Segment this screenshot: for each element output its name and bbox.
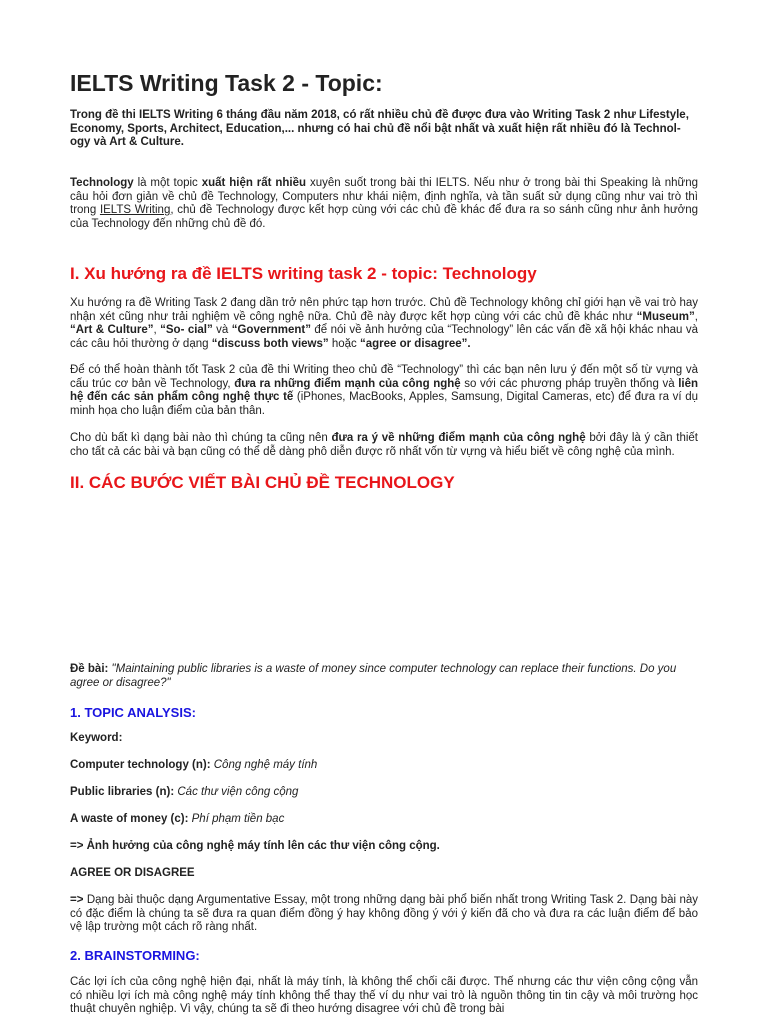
- heading-brainstorming: 2. BRAINSTORMING:: [70, 948, 200, 963]
- bold-phrase: “Government”: [231, 324, 311, 337]
- text-run: để nói về ảnh hưởng của “Technology” lên các vấn đề xã hội khác nhau và các câu hỏi thường ở dạng: [70, 324, 698, 350]
- section-heading-trends: I. Xu hướng ra đề IELTS writing task 2 - topic: Technology: [70, 264, 537, 283]
- technology-paragraph: [70, 177, 698, 231]
- bold-phrase: “agree or disagree”.: [359, 337, 471, 350]
- text-run: bởi đây là ý cần thiết cho tất cả các bài và bạn cũng có thể dễ dàng phô diễn được rõ nhất vốn từ vựng và hiểu biết về công nghệ của mình.: [70, 432, 698, 458]
- text-run: Để có thể hoàn thành tốt Task 2 của đề thi Writing theo chủ đề “Technology” thì các bạn nên lưu ý đến một số từ vựng và cấu trúc cơ bản về Technology,: [70, 364, 698, 390]
- task-tips-paragraph: [70, 364, 698, 418]
- keyword-item: [70, 759, 698, 773]
- text-run: xuyên suốt trong bài thi IELTS. Nếu như ở trong bài thi Speaking là những câu hỏi đơn giản về chủ đề Technology, Computers như khái niệm, định nghĩa, và tần suất sử dụng cũng như vai trò thì trong: [70, 177, 698, 217]
- text-run: Cho dù bất kì dạng bài nào thì chúng ta cũng nên: [70, 432, 332, 444]
- bold-phrase: “Art & Culture”: [70, 324, 154, 337]
- bold-phrase: “Museum”: [636, 310, 695, 323]
- keyword-item: [70, 813, 698, 827]
- keyword-term: A waste of money (c):: [70, 813, 189, 825]
- bold-phrase: xuất hiện rất nhiều: [201, 177, 307, 189]
- page-title: IELTS Writing Task 2 - Topic:: [70, 70, 383, 96]
- text-run: (iPhones, MacBooks, Apples, Samsung, Digital Cameras, etc) để đưa ra ví dụ minh họa cho luận điểm của bản thân.: [70, 391, 698, 417]
- technology-term: Technology: [70, 177, 134, 189]
- keyword-label: Keyword:: [70, 732, 123, 744]
- heading-topic-analysis: 1. TOPIC ANALYSIS:: [70, 705, 196, 720]
- strengths-paragraph: [70, 432, 698, 459]
- keyword-term: Public libraries (n):: [70, 786, 175, 798]
- keyword-term: Computer technology (n):: [70, 759, 211, 771]
- prompt-label: Đề bài:: [70, 663, 109, 675]
- essay-prompt: [70, 663, 698, 690]
- brainstorm-paragraph: Các lợi ích của công nghệ hiện đại, nhất là máy tính, là không thể chối cãi được. Thế nhưng các thư viện công cộng vẫn có nhiều lợi ích mà công nghệ máy tính không thể thay thế ví dụ như vai trò là nguồn thông tin tin cậy và môi trường học thuật chuyên nghiệp. Vì vậy, chúng ta sẽ đi theo hướng disagree với chủ đề trong bài: [70, 976, 698, 1016]
- ielts-writing-link[interactable]: IELTS Writing: [99, 204, 171, 217]
- keyword-definition: Các thư viện công cộng: [174, 786, 299, 798]
- text-run: Xu hướng ra đề Writing Task 2 đang dần trở nên phức tạp hơn trước. Chủ đề Technology không chỉ giới hạn về vai trò hay nhận xét cũng như trải nghiệm về công nghệ nữa. Chủ đề này được kết hợp cùng với các chủ đề khác như: [70, 297, 698, 323]
- trends-paragraph: [70, 297, 698, 351]
- arrow-marker: =>: [70, 894, 84, 906]
- bold-phrase: đưa ra ý về những điểm mạnh của công nghệ: [331, 432, 586, 444]
- text-run: , chủ đề Technology được kết hợp cùng với các chủ đề khác để đưa ra so sánh cũng như ảnh hưởng của Technology đến những chủ đề đó.: [70, 204, 698, 230]
- section-heading-steps: II. CÁC BƯỚC VIẾT BÀI CHỦ ĐỀ TECHNOLOGY: [70, 473, 455, 492]
- prompt-text: "Maintaining public libraries is a waste of money since computer technology can replace their functions. Do you agree or disagree?": [70, 663, 677, 689]
- text-run: và: [212, 324, 232, 337]
- text-run: Dạng bài thuộc dạng Argumentative Essay, một trong những dạng bài phổ biến nhất trong Writing Task 2. Dạng bài này có đặc điểm là chúng ta sẽ đưa ra quan điểm đồng ý hay không đồng ý với ý kiến đã cho và đưa ra các luận điểm để bảo vệ lập trường một cách rõ ràng nhất.: [70, 894, 698, 934]
- bold-phrase: đưa ra những điểm mạnh của công nghệ: [234, 377, 461, 390]
- bold-phrase: “So- cial”: [160, 324, 213, 337]
- argumentative-paragraph: [70, 894, 698, 935]
- impact-summary: => Ảnh hưởng của công nghệ máy tính lên các thư viện công cộng.: [70, 840, 440, 852]
- bold-phrase: liên hệ đến các sản phẩm công nghệ thực tế: [70, 377, 698, 404]
- intro-paragraph: Trong đề thi IELTS Writing 6 tháng đầu năm 2018, có rất nhiều chủ đề được đưa vào Writing Task 2 như Lifestyle, Economy, Sports, Architect, Education,... nhưng có hai chủ đề nổi bật nhất và xuất hiện rất nhiều đó là Technol- ogy và Art & Culture.: [70, 109, 689, 149]
- keyword-item: [70, 786, 698, 800]
- text-run: so với các phương pháp truyền thống và: [460, 377, 679, 390]
- agree-disagree-heading: AGREE OR DISAGREE: [70, 867, 195, 879]
- keyword-definition: Công nghệ máy tính: [210, 759, 318, 771]
- text-run: ,: [153, 324, 161, 337]
- text-run: hoặc: [328, 337, 360, 350]
- bold-phrase: “discuss both views”: [211, 337, 329, 350]
- text-run: là một topic: [133, 177, 202, 189]
- keyword-definition: Phí phạm tiền bạc: [188, 813, 285, 825]
- text-run: ,: [694, 310, 698, 323]
